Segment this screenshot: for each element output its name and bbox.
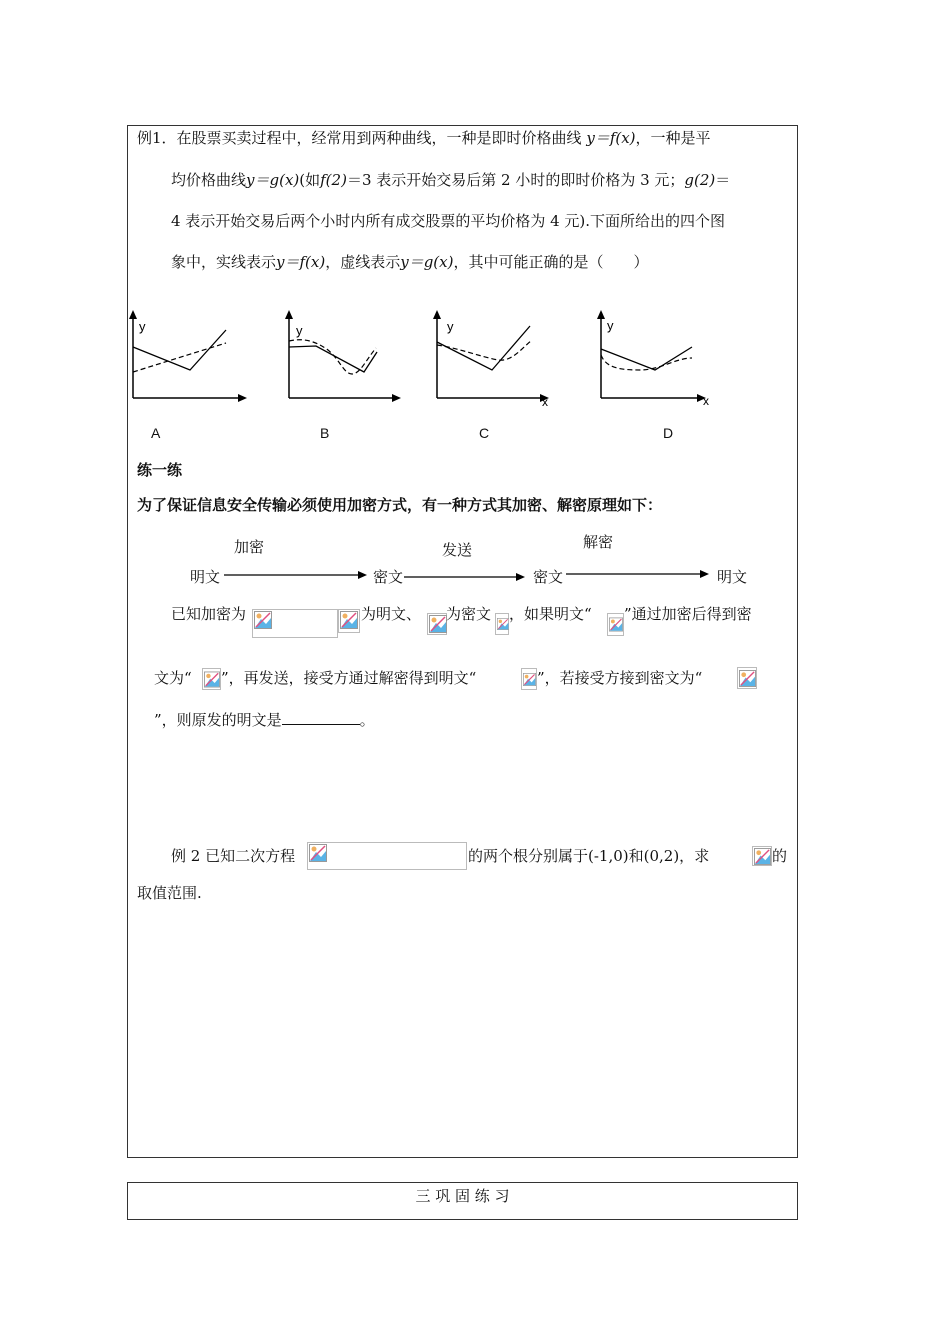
formula-image-icon — [202, 668, 221, 690]
flow-plaintext-start: 明文 — [190, 568, 221, 586]
practice-line2-b: ”，再发送，接受方通过解密得到明文“ — [221, 669, 477, 687]
formula-image-icon — [338, 609, 360, 633]
formula-image-icon — [521, 668, 537, 690]
section3-title: 三 巩 固 练 习 — [415, 1187, 510, 1205]
graph-c-option: C — [479, 425, 490, 441]
example2-text-c: 的 — [772, 847, 788, 865]
graph-a — [124, 308, 254, 408]
flow-ciphertext-2: 密文 — [533, 568, 564, 586]
practice-line2-a: 文为“ — [154, 669, 192, 687]
example2-text-d: 取值范围. — [137, 884, 202, 902]
graph-d-option: D — [663, 425, 674, 441]
section3-header-box — [127, 1182, 798, 1220]
formula-image-icon — [737, 667, 757, 689]
example2-text-b: 的两个根分别属于(-1,0)和(0,2)，求 — [468, 847, 710, 865]
formula-image-icon — [495, 613, 509, 635]
practice-line3: ”，则原发的明文是 。 — [154, 711, 375, 729]
graph-c-y-label: y — [447, 319, 454, 334]
answer-blank[interactable] — [282, 710, 360, 725]
example2-text-a: 例 2 已知二次方程 — [171, 847, 296, 865]
graph-c — [428, 308, 558, 408]
practice-line1-a: 已知加密为 — [171, 605, 247, 623]
flow-label-encrypt: 加密 — [234, 538, 265, 556]
formula-image-icon — [752, 846, 772, 866]
practice-intro: 为了保证信息安全传输必须使用加密方式，有一种方式其加密、解密原理如下： — [137, 496, 663, 514]
practice-line1-e: ”通过加密后得到密 — [624, 605, 752, 623]
graph-c-x-label: x — [542, 395, 548, 409]
example1-line1: 例1．在股票买卖过程中，经常用到两种曲线，一种是即时价格曲线 y＝f(x)，一种是平 — [137, 129, 711, 147]
practice-line1-b: 为明文、 — [361, 605, 422, 623]
formula-image-icon — [607, 613, 624, 636]
formula-image-icon — [307, 842, 467, 870]
graph-b-y-label: y — [296, 323, 303, 338]
graph-d — [592, 308, 722, 408]
practice-heading: 练一练 — [137, 461, 183, 479]
graph-a-y-label: y — [139, 319, 146, 334]
formula-image-icon — [427, 613, 447, 635]
main-content-box — [127, 125, 798, 1158]
flow-plaintext-end: 明文 — [717, 568, 748, 586]
example1-line3: 4 表示开始交易后两个小时内所有成交股票的平均价格为 4 元).下面所给出的四个图 — [171, 212, 726, 230]
flow-ciphertext-1: 密文 — [373, 568, 404, 586]
practice-line1-d: ，如果明文“ — [509, 605, 592, 623]
practice-line2-c: ”，若接受方接到密文为“ — [537, 669, 703, 687]
graph-a-option: A — [151, 425, 161, 441]
flow-arrows — [0, 562, 950, 592]
graph-b-option: B — [320, 425, 330, 441]
graph-b — [280, 308, 410, 408]
example1-line4: 象中，实线表示y＝f(x)，虚线表示y＝g(x)，其中可能正确的是（ ） — [171, 253, 649, 271]
graph-d-y-label: y — [607, 318, 614, 333]
flow-label-send: 发送 — [442, 541, 473, 559]
formula-image-icon — [252, 609, 338, 638]
example1-line2: 均价格曲线y＝g(x)(如f(2)＝3 表示开始交易后第 2 小时的即时价格为 3 元；g(2)＝ — [171, 171, 731, 189]
graph-d-x-label: x — [703, 394, 709, 408]
flow-label-decrypt: 解密 — [583, 533, 614, 551]
practice-line1-c: 为密文 — [446, 605, 492, 623]
